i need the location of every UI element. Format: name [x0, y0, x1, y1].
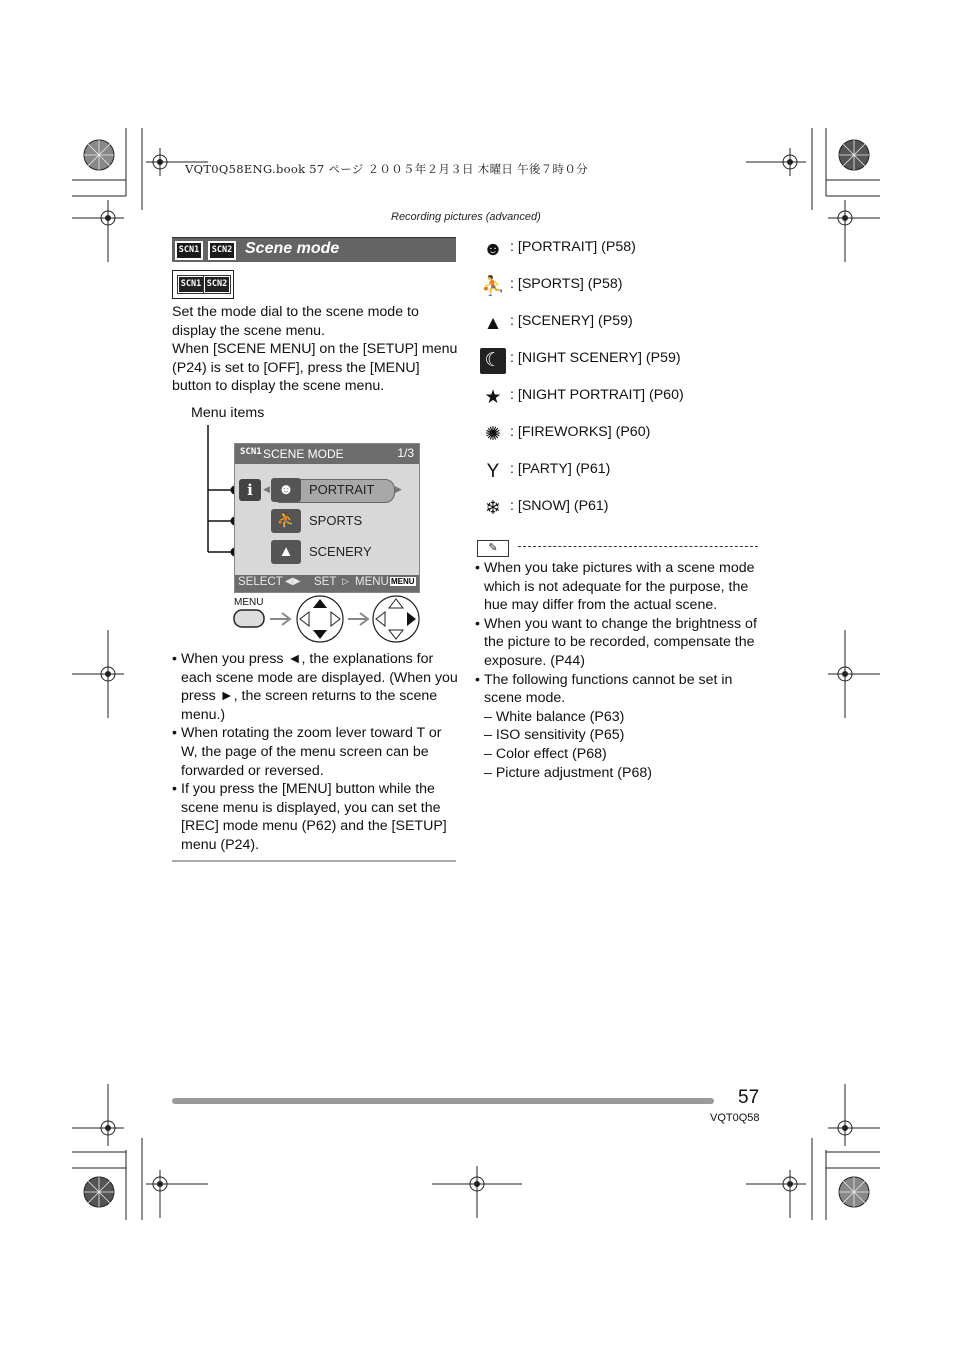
sports-icon: ⛹ — [481, 276, 505, 297]
scene-menu-screen: SCN1 SCENE MODE 1/3 i ◀ ▶ ☻ PORTRAIT ⛹ SPORTS ▲ SCENERY SELECT ◀▶ SET ▷ MENU MENU — [234, 443, 420, 593]
list-item: • When you want to change the brightness of the picture to be recorded, compensate the exposure. (P44) — [475, 615, 765, 671]
screen-title: SCENE MODE — [263, 447, 344, 461]
arrow-right-icon: ▶ — [395, 484, 402, 494]
scene-row-night-scenery: ☾ : [NIGHT SCENERY] (P59) — [478, 347, 778, 377]
list-item: • The following functions cannot be set in scene mode. — [475, 671, 765, 708]
scene-row-snow: ❄ : [SNOW] (P61) — [478, 495, 778, 525]
scn1-icon: SCN1 — [240, 447, 262, 457]
scn2-icon: SCN2 — [203, 275, 231, 294]
arrow-left-icon: ◀ — [263, 484, 270, 494]
portrait-icon: ☻ — [483, 239, 503, 260]
portrait-icon: ☻ — [271, 478, 301, 502]
list-item: – Color effect (P68) — [484, 745, 607, 762]
scene-row-night-portrait: ★ : [NIGHT PORTRAIT] (P60) — [478, 384, 778, 414]
footer-bar — [172, 1098, 714, 1104]
info-icon: i — [239, 479, 261, 501]
set-arrow-icon: ▷ — [342, 576, 349, 586]
list-item: • When rotating the zoom lever toward T or W, the page of the menu screen can be forwarded or reversed. — [172, 724, 458, 780]
intro-paragraph-1: Set the mode dial to the scene mode to display the scene menu. — [172, 304, 419, 339]
scene-row-sports: ⛹ : [SPORTS] (P58) — [478, 273, 778, 303]
sports-icon: ⛹ — [271, 509, 301, 533]
document-code: VQT0Q58 — [710, 1112, 760, 1124]
snow-icon: ❄ — [485, 498, 501, 519]
list-item: • When you press ◄, the explanations for each scene mode are displayed. (When you press ►, the screen returns to the scene menu.) — [172, 650, 458, 724]
restricted-functions-list — [475, 708, 765, 782]
list-item: – ISO sensitivity (P65) — [484, 727, 625, 744]
screen-page: 1/3 — [397, 446, 414, 460]
select-arrows-icon: ◀▶ — [285, 576, 301, 587]
scene-row-portrait: ☻ : [PORTRAIT] (P58) — [478, 236, 778, 266]
section-header — [172, 237, 456, 262]
menu-button-label: MENU — [234, 597, 264, 608]
scenery-icon: ▲ — [483, 313, 503, 334]
scn1-icon: SCN1 — [175, 241, 203, 260]
list-item: – White balance (P63) — [484, 708, 625, 725]
scene-row-party: Y : [PARTY] (P61) — [478, 458, 778, 488]
print-header: VQT0Q58ENG.book 57 ページ ２００５年２月３日 木曜日 午後７時０分 — [185, 162, 588, 176]
running-head: Recording pictures (advanced) — [391, 211, 541, 223]
note-icon: ✎ — [477, 540, 509, 557]
section-title: Scene mode — [245, 240, 340, 257]
notes-section — [475, 559, 765, 782]
notes-list — [475, 559, 765, 708]
scene-row-fireworks: ✺ : [FIREWORKS] (P60) — [478, 421, 778, 451]
list-item: • When you take pictures with a scene mode which is not adequate for the purpose, the hue may differ from the actual scene. — [475, 559, 765, 615]
menu-items-label: Menu items — [191, 405, 265, 421]
list-item: • If you press the [MENU] button while the scene menu is displayed, you can set the [REC] mode menu (P62) and the [SETUP] menu (P24). — [172, 780, 458, 854]
scn1-icon: SCN1 — [177, 275, 205, 294]
intro-paragraph-2: When [SCENE MENU] on the [SETUP] menu (P24) is set to [OFF], press the [MENU] button to display the scene menu. — [172, 341, 458, 395]
page-number: 57 — [738, 1087, 760, 1108]
night-portrait-icon: ★ — [484, 387, 502, 408]
party-icon: Y — [486, 461, 500, 482]
scenery-icon: ▲ — [271, 540, 301, 564]
list-item: – Picture adjustment (P68) — [484, 764, 652, 781]
note-divider — [518, 546, 758, 547]
left-bullet-list — [172, 650, 458, 855]
scn2-icon: SCN2 — [208, 241, 236, 260]
screen-footer: SELECT ◀▶ SET ▷ MENU MENU — [235, 575, 419, 592]
intro-text — [172, 303, 462, 396]
night-scenery-icon: ☾ — [480, 348, 506, 374]
scene-row-scenery: ▲ : [SCENERY] (P59) — [478, 310, 778, 340]
button-sequence — [232, 594, 422, 644]
mode-dial-box — [172, 270, 234, 299]
divider — [172, 860, 456, 862]
fireworks-icon: ✺ — [485, 424, 501, 445]
screen-header — [235, 444, 419, 464]
